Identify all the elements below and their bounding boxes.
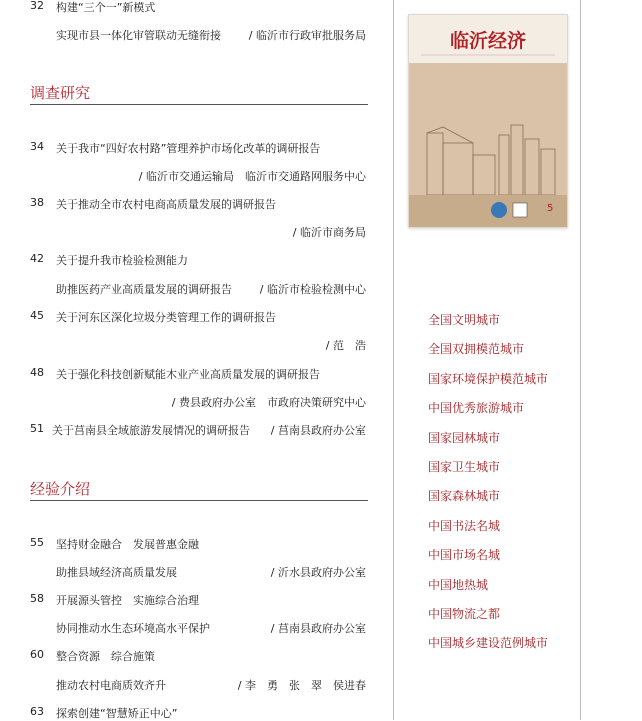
article-source: / 范 浩	[325, 339, 366, 352]
page-number: 45	[30, 309, 44, 322]
article-title[interactable]: 坚持财金融合 发展普惠金融	[56, 538, 199, 551]
page-number: 60	[30, 648, 44, 661]
article-source: / 临沂市商务局	[292, 226, 366, 239]
qr-code-icon	[513, 203, 527, 217]
cover-issue-number: 5	[547, 203, 554, 214]
article-title[interactable]: 关于推动全市农村电商高质量发展的调研报告	[56, 198, 276, 211]
page-number: 48	[30, 366, 44, 379]
magazine-cover[interactable]	[408, 14, 568, 228]
article-subtitle: 实现市县一体化审管联动无缝衔接	[56, 29, 221, 42]
cover-artwork	[409, 15, 567, 227]
article-subtitle: 推动农村电商质效齐升	[56, 679, 166, 692]
page-number: 34	[30, 140, 44, 153]
page-number: 42	[30, 252, 44, 265]
section-divider	[30, 500, 368, 501]
city-honor-item: 国家森林城市	[428, 489, 501, 504]
city-honor-item: 中国物流之都	[428, 607, 501, 622]
page-number: 58	[30, 592, 44, 605]
emblem-icon	[491, 202, 507, 218]
article-title[interactable]: 开展源头管控 实施综合治理	[56, 594, 199, 607]
article-subtitle: 助推医药产业高质量发展的调研报告	[56, 283, 232, 296]
article-subtitle: 协同推动水生态环境高水平保护	[56, 622, 210, 635]
article-title[interactable]: 探索创建“智慧矫正中心”	[56, 707, 178, 720]
article-title[interactable]: 整合资源 综合施策	[56, 650, 155, 663]
city-honor-item: 全国文明城市	[428, 313, 501, 327]
page-number: 55	[30, 536, 44, 549]
city-honors-list	[428, 306, 548, 659]
article-source: / 沂水县政府办公室	[270, 566, 366, 579]
article-source: / 临沂市行政审批服务局	[248, 29, 366, 42]
article-title[interactable]: 关于莒南县全域旅游发展情况的调研报告	[52, 424, 250, 437]
article-subtitle: 助推县域经济高质量发展	[56, 566, 177, 579]
article-source: / 莒南县政府办公室	[270, 424, 366, 437]
article-title[interactable]: 关于强化科技创新赋能木业产业高质量发展的调研报告	[56, 368, 320, 381]
article-title[interactable]: 关于提升我市检验检测能力	[56, 254, 188, 267]
page-number: 51	[30, 422, 44, 435]
article-source: / 临沂市交通运输局 临沂市交通路网服务中心	[138, 170, 366, 183]
section-heading-experience: 经验介绍	[30, 480, 91, 498]
city-honor-item: 中国地热城	[428, 577, 489, 592]
city-honor-item: 国家园林城市	[428, 430, 501, 445]
section-divider	[30, 104, 368, 105]
article-source: / 李 勇 张 翠 侯进春	[237, 679, 366, 692]
cover-title: 临沂经济	[449, 30, 527, 52]
section-heading-research: 调查研究	[30, 84, 91, 102]
city-honor-item: 中国城乡建设范例城市	[428, 636, 549, 651]
article-source: / 临沂市检验检测中心	[259, 283, 366, 296]
city-honor-item: 中国优秀旅游城市	[428, 401, 525, 416]
article-source: / 费县政府办公室 市政府决策研究中心	[171, 396, 366, 409]
article-title[interactable]: 构建“三个一”新模式	[56, 1, 156, 14]
article-source: / 莒南县政府办公室	[270, 622, 366, 635]
city-honor-item: 全国双拥模范城市	[428, 342, 525, 357]
article-title[interactable]: 关于我市“四好农村路”管理养护市场化改革的调研报告	[56, 142, 321, 155]
column-divider	[393, 0, 394, 720]
article-title[interactable]: 关于河东区深化垃圾分类管理工作的调研报告	[56, 311, 276, 324]
column-divider	[580, 0, 581, 720]
page-number: 38	[30, 196, 44, 209]
page-number: 32	[30, 0, 44, 12]
city-honor-item: 国家卫生城市	[428, 460, 501, 475]
city-honor-item: 中国书法名城	[428, 518, 501, 533]
city-honor-item: 中国市场名城	[428, 548, 501, 563]
city-honor-item: 国家环境保护模范城市	[428, 371, 549, 386]
page-number: 63	[30, 705, 44, 718]
